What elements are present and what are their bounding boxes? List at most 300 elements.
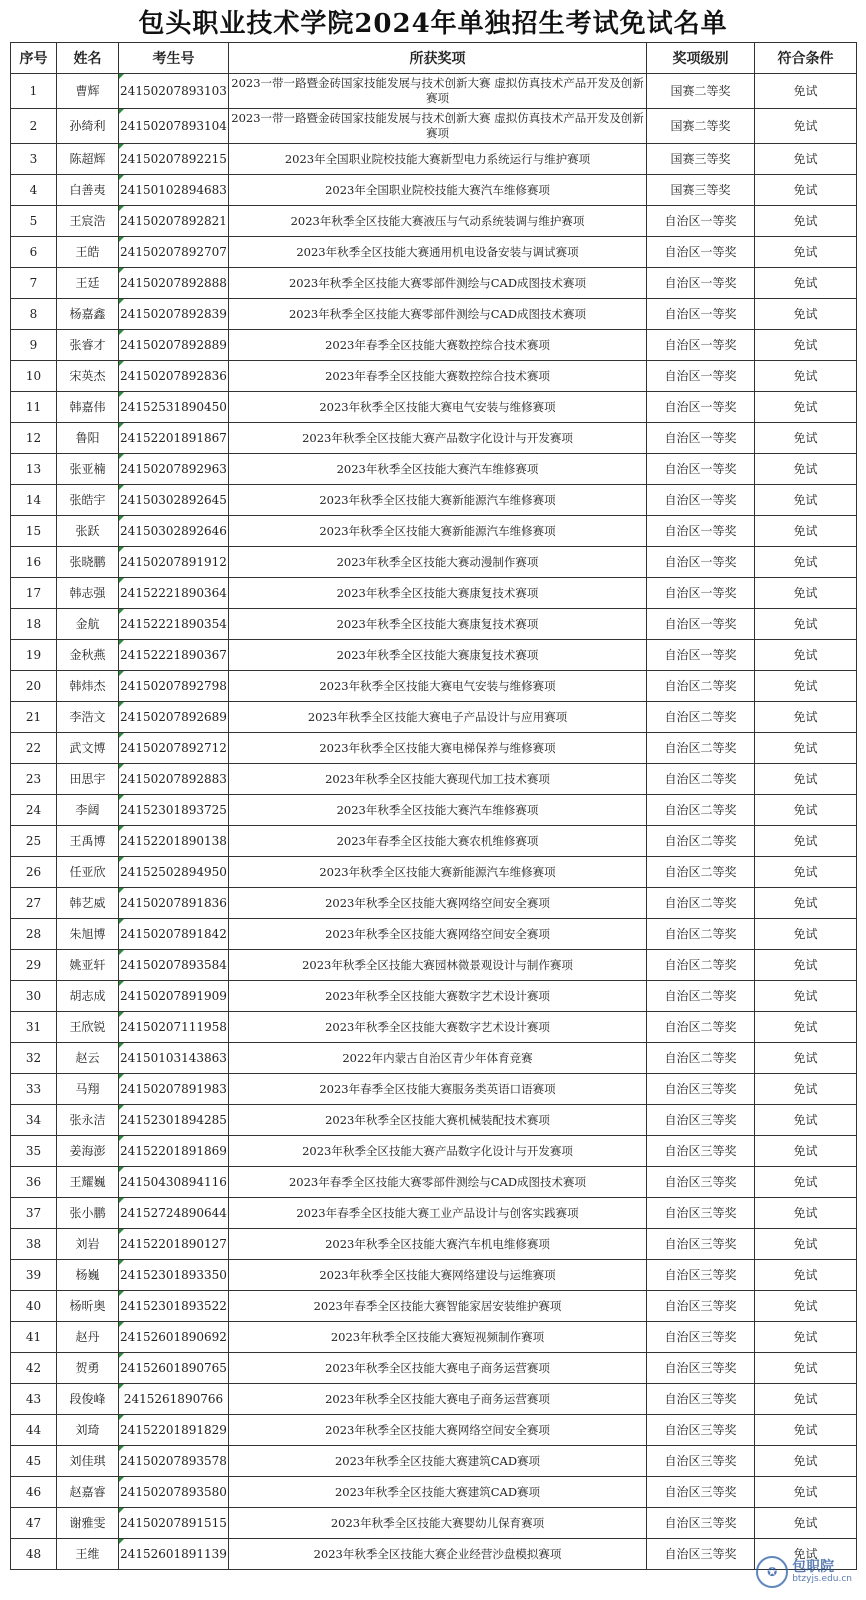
row-award-level: 自治区三等奖 <box>647 1260 755 1291</box>
row-award: 2023年春季全区技能大赛智能家居安装维护赛项 <box>229 1291 647 1322</box>
row-award-level: 自治区二等奖 <box>647 981 755 1012</box>
row-serial: 46 <box>11 1477 57 1508</box>
row-condition: 免试 <box>755 109 857 144</box>
row-name: 谢雅雯 <box>57 1508 119 1539</box>
table-row <box>11 1291 857 1322</box>
row-condition: 免试 <box>755 733 857 764</box>
row-serial: 12 <box>11 423 57 454</box>
row-condition: 免试 <box>755 485 857 516</box>
row-condition: 免试 <box>755 1415 857 1446</box>
row-exam-id: 24152221890367 <box>119 640 229 671</box>
row-name: 王禹博 <box>57 826 119 857</box>
row-award-level: 自治区一等奖 <box>647 640 755 671</box>
row-serial: 40 <box>11 1291 57 1322</box>
row-award-level: 自治区三等奖 <box>647 1446 755 1477</box>
row-name: 鲁阳 <box>57 423 119 454</box>
row-award: 2023年秋季全区技能大赛汽车维修赛项 <box>229 795 647 826</box>
row-award: 2023年秋季全区技能大赛零部件测绘与CAD成图技术赛项 <box>229 299 647 330</box>
row-award-level: 自治区三等奖 <box>647 1322 755 1353</box>
row-award-level: 自治区一等奖 <box>647 237 755 268</box>
row-award: 2023年秋季全区技能大赛现代加工技术赛项 <box>229 764 647 795</box>
row-condition: 免试 <box>755 330 857 361</box>
row-exam-id: 24150207892215 <box>119 144 229 175</box>
row-award-level: 自治区三等奖 <box>647 1167 755 1198</box>
row-condition: 免试 <box>755 919 857 950</box>
row-condition: 免试 <box>755 1136 857 1167</box>
row-award-level: 自治区一等奖 <box>647 609 755 640</box>
row-serial: 30 <box>11 981 57 1012</box>
row-condition: 免试 <box>755 144 857 175</box>
row-exam-id: 24150207893578 <box>119 1446 229 1477</box>
row-exam-id: 24152201891829 <box>119 1415 229 1446</box>
row-serial: 48 <box>11 1539 57 1570</box>
row-serial: 43 <box>11 1384 57 1415</box>
row-award: 2023年春季全区技能大赛数控综合技术赛项 <box>229 361 647 392</box>
row-award: 2023年全国职业院校技能大赛汽车维修赛项 <box>229 175 647 206</box>
table-row <box>11 1322 857 1353</box>
table-row <box>11 609 857 640</box>
row-condition: 免试 <box>755 1105 857 1136</box>
row-serial: 47 <box>11 1508 57 1539</box>
row-exam-id: 24152601890765 <box>119 1353 229 1384</box>
table-row <box>11 1446 857 1477</box>
header-exam-id: 考生号 <box>119 43 229 74</box>
row-name: 赵嘉睿 <box>57 1477 119 1508</box>
row-award: 2023年秋季全区技能大赛网络空间安全赛项 <box>229 1415 647 1446</box>
row-award: 2023年秋季全区技能大赛企业经营沙盘模拟赛项 <box>229 1539 647 1570</box>
row-name: 韩志强 <box>57 578 119 609</box>
row-award: 2023年秋季全区技能大赛电子商务运营赛项 <box>229 1384 647 1415</box>
row-award-level: 自治区一等奖 <box>647 206 755 237</box>
table-row <box>11 144 857 175</box>
row-condition: 免试 <box>755 1291 857 1322</box>
table-row <box>11 888 857 919</box>
row-name: 宋英杰 <box>57 361 119 392</box>
row-condition: 免试 <box>755 826 857 857</box>
row-condition: 免试 <box>755 609 857 640</box>
row-exam-id: 24152201890127 <box>119 1229 229 1260</box>
header-award-level: 奖项级别 <box>647 43 755 74</box>
row-exam-id: 24152601891139 <box>119 1539 229 1570</box>
row-award-level: 自治区一等奖 <box>647 361 755 392</box>
row-award: 2023年秋季全区技能大赛网络建设与运维赛项 <box>229 1260 647 1291</box>
row-serial: 16 <box>11 547 57 578</box>
table-row <box>11 392 857 423</box>
row-serial: 28 <box>11 919 57 950</box>
row-condition: 免试 <box>755 795 857 826</box>
row-serial: 4 <box>11 175 57 206</box>
row-exam-id: 24150207892839 <box>119 299 229 330</box>
header-award: 所获奖项 <box>229 43 647 74</box>
table-row <box>11 733 857 764</box>
row-award-level: 国赛二等奖 <box>647 109 755 144</box>
row-serial: 22 <box>11 733 57 764</box>
row-name: 曹辉 <box>57 74 119 109</box>
row-name: 陈超辉 <box>57 144 119 175</box>
row-condition: 免试 <box>755 1043 857 1074</box>
table-row <box>11 950 857 981</box>
table-row <box>11 857 857 888</box>
table-row <box>11 1074 857 1105</box>
row-award: 2023年秋季全区技能大赛建筑CAD赛项 <box>229 1477 647 1508</box>
row-serial: 3 <box>11 144 57 175</box>
table-row <box>11 826 857 857</box>
row-award-level: 自治区一等奖 <box>647 578 755 609</box>
row-award-level: 自治区一等奖 <box>647 516 755 547</box>
row-award-level: 自治区一等奖 <box>647 330 755 361</box>
table-row <box>11 1477 857 1508</box>
row-name: 姚亚轩 <box>57 950 119 981</box>
watermark-sub: btzyjs.edu.cn <box>792 1574 852 1584</box>
row-serial: 26 <box>11 857 57 888</box>
row-award-level: 自治区一等奖 <box>647 299 755 330</box>
header-condition: 符合条件 <box>755 43 857 74</box>
row-award: 2023年全国职业院校技能大赛新型电力系统运行与维护赛项 <box>229 144 647 175</box>
row-condition: 免试 <box>755 547 857 578</box>
row-serial: 9 <box>11 330 57 361</box>
row-name: 赵云 <box>57 1043 119 1074</box>
row-exam-id: 24150102894683 <box>119 175 229 206</box>
row-exam-id: 24150207892821 <box>119 206 229 237</box>
row-award: 2023一带一路暨金砖国家技能发展与技术创新大赛 虚拟仿真技术产品开发及创新赛项 <box>229 109 647 144</box>
table-row <box>11 1353 857 1384</box>
row-exam-id: 24150207891836 <box>119 888 229 919</box>
row-serial: 36 <box>11 1167 57 1198</box>
row-serial: 14 <box>11 485 57 516</box>
row-condition: 免试 <box>755 578 857 609</box>
row-award-level: 自治区二等奖 <box>647 857 755 888</box>
row-name: 任亚欣 <box>57 857 119 888</box>
row-award-level: 国赛三等奖 <box>647 175 755 206</box>
row-exam-id: 24150207891515 <box>119 1508 229 1539</box>
row-award: 2023年秋季全区技能大赛新能源汽车维修赛项 <box>229 857 647 888</box>
row-serial: 23 <box>11 764 57 795</box>
row-condition: 免试 <box>755 1446 857 1477</box>
table-row <box>11 981 857 1012</box>
row-condition: 免试 <box>755 950 857 981</box>
row-condition: 免试 <box>755 1353 857 1384</box>
row-exam-id: 24150207892836 <box>119 361 229 392</box>
row-award-level: 自治区二等奖 <box>647 795 755 826</box>
row-name: 王廷 <box>57 268 119 299</box>
row-name: 赵丹 <box>57 1322 119 1353</box>
row-serial: 25 <box>11 826 57 857</box>
row-serial: 15 <box>11 516 57 547</box>
table-row <box>11 1384 857 1415</box>
row-award: 2023年秋季全区技能大赛电气安装与维修赛项 <box>229 392 647 423</box>
row-name: 张亚楠 <box>57 454 119 485</box>
row-serial: 35 <box>11 1136 57 1167</box>
row-award-level: 自治区三等奖 <box>647 1539 755 1570</box>
table-row <box>11 795 857 826</box>
row-exam-id: 24150207892798 <box>119 671 229 702</box>
row-exam-id: 24150207893103 <box>119 74 229 109</box>
row-exam-id: 24152531890450 <box>119 392 229 423</box>
row-condition: 免试 <box>755 299 857 330</box>
row-name: 胡志成 <box>57 981 119 1012</box>
row-award: 2023年秋季全区技能大赛网络空间安全赛项 <box>229 888 647 919</box>
row-name: 韩炜杰 <box>57 671 119 702</box>
row-serial: 10 <box>11 361 57 392</box>
row-condition: 免试 <box>755 1508 857 1539</box>
row-serial: 39 <box>11 1260 57 1291</box>
row-award-level: 自治区三等奖 <box>647 1198 755 1229</box>
row-condition: 免试 <box>755 1198 857 1229</box>
row-exam-id: 24152301893350 <box>119 1260 229 1291</box>
table-row <box>11 361 857 392</box>
row-award-level: 自治区三等奖 <box>647 1415 755 1446</box>
row-exam-id: 24150207893584 <box>119 950 229 981</box>
table-row <box>11 578 857 609</box>
table-row <box>11 206 857 237</box>
row-name: 武文博 <box>57 733 119 764</box>
row-exam-id: 2415261890766 <box>119 1384 229 1415</box>
row-serial: 41 <box>11 1322 57 1353</box>
watermark-text: 包职院 <box>792 1559 835 1575</box>
row-serial: 11 <box>11 392 57 423</box>
row-award-level: 自治区三等奖 <box>647 1508 755 1539</box>
row-award: 2023年春季全区技能大赛服务类英语口语赛项 <box>229 1074 647 1105</box>
row-exam-id: 24152201890138 <box>119 826 229 857</box>
row-serial: 5 <box>11 206 57 237</box>
row-award: 2023年秋季全区技能大赛通用机电设备安装与调试赛项 <box>229 237 647 268</box>
row-exam-id: 24150207892888 <box>119 268 229 299</box>
row-serial: 45 <box>11 1446 57 1477</box>
watermark <box>756 1556 852 1588</box>
row-award-level: 自治区二等奖 <box>647 764 755 795</box>
row-award: 2023年秋季全区技能大赛电气安装与维修赛项 <box>229 671 647 702</box>
row-condition: 免试 <box>755 1322 857 1353</box>
table-row <box>11 1012 857 1043</box>
row-serial: 1 <box>11 74 57 109</box>
row-name: 韩艺威 <box>57 888 119 919</box>
row-condition: 免试 <box>755 361 857 392</box>
table-row <box>11 1198 857 1229</box>
row-name: 刘岩 <box>57 1229 119 1260</box>
row-exam-id: 24150103143863 <box>119 1043 229 1074</box>
table-row <box>11 1229 857 1260</box>
row-condition: 免试 <box>755 1539 857 1570</box>
row-condition: 免试 <box>755 516 857 547</box>
row-award-level: 自治区三等奖 <box>647 1353 755 1384</box>
row-exam-id: 24150207891842 <box>119 919 229 950</box>
row-award-level: 自治区三等奖 <box>647 1384 755 1415</box>
row-condition: 免试 <box>755 237 857 268</box>
row-exam-id: 24150207892883 <box>119 764 229 795</box>
row-name: 张晓鹏 <box>57 547 119 578</box>
row-name: 贺勇 <box>57 1353 119 1384</box>
row-exam-id: 24152601890692 <box>119 1322 229 1353</box>
table-row <box>11 1105 857 1136</box>
table-row <box>11 485 857 516</box>
table-row <box>11 1043 857 1074</box>
table-row <box>11 671 857 702</box>
row-exam-id: 24152201891869 <box>119 1136 229 1167</box>
row-condition: 免试 <box>755 454 857 485</box>
row-name: 王宸浩 <box>57 206 119 237</box>
row-serial: 21 <box>11 702 57 733</box>
table-row <box>11 702 857 733</box>
row-award: 2023年秋季全区技能大赛新能源汽车维修赛项 <box>229 516 647 547</box>
row-condition: 免试 <box>755 392 857 423</box>
row-exam-id: 24152301893522 <box>119 1291 229 1322</box>
row-award: 2023年秋季全区技能大赛电梯保养与维修赛项 <box>229 733 647 764</box>
row-name: 刘佳琪 <box>57 1446 119 1477</box>
row-exam-id: 24150207892689 <box>119 702 229 733</box>
row-exam-id: 24150207892963 <box>119 454 229 485</box>
row-award-level: 自治区三等奖 <box>647 1136 755 1167</box>
row-exam-id: 24152221890354 <box>119 609 229 640</box>
row-exam-id: 24150207893104 <box>119 109 229 144</box>
row-award-level: 国赛三等奖 <box>647 144 755 175</box>
row-award: 2023年秋季全区技能大赛康复技术赛项 <box>229 578 647 609</box>
row-award: 2023年秋季全区技能大赛汽车机电维修赛项 <box>229 1229 647 1260</box>
row-award-level: 自治区二等奖 <box>647 1043 755 1074</box>
exemption-list-table <box>10 42 857 1570</box>
row-award: 2023年秋季全区技能大赛电子商务运营赛项 <box>229 1353 647 1384</box>
row-award: 2023年秋季全区技能大赛短视频制作赛项 <box>229 1322 647 1353</box>
table-row <box>11 1260 857 1291</box>
row-name: 白善夷 <box>57 175 119 206</box>
row-award-level: 自治区三等奖 <box>647 1105 755 1136</box>
row-award-level: 自治区三等奖 <box>647 1074 755 1105</box>
row-name: 张永洁 <box>57 1105 119 1136</box>
row-award: 2023年春季全区技能大赛零部件测绘与CAD成图技术赛项 <box>229 1167 647 1198</box>
row-award-level: 自治区三等奖 <box>647 1477 755 1508</box>
row-name: 李浩文 <box>57 702 119 733</box>
row-serial: 37 <box>11 1198 57 1229</box>
row-serial: 31 <box>11 1012 57 1043</box>
row-award: 2023年春季全区技能大赛工业产品设计与创客实践赛项 <box>229 1198 647 1229</box>
row-name: 杨嘉鑫 <box>57 299 119 330</box>
row-award-level: 自治区一等奖 <box>647 268 755 299</box>
row-award-level: 自治区二等奖 <box>647 919 755 950</box>
row-serial: 27 <box>11 888 57 919</box>
row-condition: 免试 <box>755 268 857 299</box>
row-award: 2023年秋季全区技能大赛机械装配技术赛项 <box>229 1105 647 1136</box>
header-serial: 序号 <box>11 43 57 74</box>
row-exam-id: 24150207111958 <box>119 1012 229 1043</box>
row-condition: 免试 <box>755 981 857 1012</box>
row-award-level: 自治区三等奖 <box>647 1229 755 1260</box>
row-name: 马翔 <box>57 1074 119 1105</box>
row-award: 2023年春季全区技能大赛农机维修赛项 <box>229 826 647 857</box>
document-page <box>10 6 856 1570</box>
row-name: 张小鹏 <box>57 1198 119 1229</box>
row-award: 2023年秋季全区技能大赛新能源汽车维修赛项 <box>229 485 647 516</box>
row-condition: 免试 <box>755 888 857 919</box>
row-exam-id: 24150207892889 <box>119 330 229 361</box>
row-award: 2023年秋季全区技能大赛数字艺术设计赛项 <box>229 1012 647 1043</box>
table-header-row <box>11 43 857 74</box>
table-row <box>11 1508 857 1539</box>
row-serial: 8 <box>11 299 57 330</box>
row-serial: 33 <box>11 1074 57 1105</box>
row-exam-id: 24152301894285 <box>119 1105 229 1136</box>
row-exam-id: 24150430894116 <box>119 1167 229 1198</box>
table-row <box>11 640 857 671</box>
row-exam-id: 24150207891909 <box>119 981 229 1012</box>
row-condition: 免试 <box>755 206 857 237</box>
table-row <box>11 423 857 454</box>
row-exam-id: 24150302892645 <box>119 485 229 516</box>
row-award: 2023年秋季全区技能大赛电子产品设计与应用赛项 <box>229 702 647 733</box>
table-row <box>11 764 857 795</box>
row-condition: 免试 <box>755 671 857 702</box>
row-award-level: 自治区二等奖 <box>647 826 755 857</box>
row-serial: 17 <box>11 578 57 609</box>
row-condition: 免试 <box>755 1477 857 1508</box>
table-row <box>11 1136 857 1167</box>
row-award-level: 自治区二等奖 <box>647 671 755 702</box>
table-row <box>11 919 857 950</box>
row-award-level: 自治区一等奖 <box>647 454 755 485</box>
row-serial: 34 <box>11 1105 57 1136</box>
row-name: 韩嘉伟 <box>57 392 119 423</box>
row-name: 刘琦 <box>57 1415 119 1446</box>
row-award: 2023年春季全区技能大赛数控综合技术赛项 <box>229 330 647 361</box>
row-award: 2023年秋季全区技能大赛液压与气动系统装调与维护赛项 <box>229 206 647 237</box>
document-title: 包头职业技术学院2024年单独招生考试免试名单 <box>138 9 728 39</box>
row-name: 张睿才 <box>57 330 119 361</box>
row-award: 2023年秋季全区技能大赛零部件测绘与CAD成图技术赛项 <box>229 268 647 299</box>
row-condition: 免试 <box>755 1012 857 1043</box>
table-row <box>11 237 857 268</box>
row-exam-id: 24150207892712 <box>119 733 229 764</box>
row-condition: 免试 <box>755 1260 857 1291</box>
table-row <box>11 74 857 109</box>
row-exam-id: 24150302892646 <box>119 516 229 547</box>
table-row <box>11 299 857 330</box>
row-condition: 免试 <box>755 74 857 109</box>
row-award: 2023年秋季全区技能大赛产品数字化设计与开发赛项 <box>229 423 647 454</box>
row-award-level: 自治区二等奖 <box>647 888 755 919</box>
row-award-level: 自治区二等奖 <box>647 733 755 764</box>
table-row <box>11 516 857 547</box>
row-award-level: 自治区一等奖 <box>647 547 755 578</box>
row-serial: 6 <box>11 237 57 268</box>
row-exam-id: 24152502894950 <box>119 857 229 888</box>
row-serial: 24 <box>11 795 57 826</box>
row-award: 2023一带一路暨金砖国家技能发展与技术创新大赛 虚拟仿真技术产品开发及创新赛项 <box>229 74 647 109</box>
row-name: 杨巍 <box>57 1260 119 1291</box>
table-row <box>11 454 857 485</box>
row-name: 姜海澎 <box>57 1136 119 1167</box>
row-name: 张跃 <box>57 516 119 547</box>
row-condition: 免试 <box>755 1384 857 1415</box>
row-award-level: 自治区二等奖 <box>647 702 755 733</box>
table-row <box>11 109 857 144</box>
row-exam-id: 24152724890644 <box>119 1198 229 1229</box>
row-award: 2022年内蒙古自治区青少年体育竞赛 <box>229 1043 647 1074</box>
row-exam-id: 24152221890364 <box>119 578 229 609</box>
row-award-level: 自治区二等奖 <box>647 950 755 981</box>
row-condition: 免试 <box>755 640 857 671</box>
row-exam-id: 24150207893580 <box>119 1477 229 1508</box>
row-name: 田思宇 <box>57 764 119 795</box>
row-exam-id: 24150207892707 <box>119 237 229 268</box>
row-condition: 免试 <box>755 702 857 733</box>
row-condition: 免试 <box>755 764 857 795</box>
row-condition: 免试 <box>755 175 857 206</box>
row-award: 2023年秋季全区技能大赛动漫制作赛项 <box>229 547 647 578</box>
table-row <box>11 268 857 299</box>
table-row <box>11 330 857 361</box>
row-award-level: 自治区一等奖 <box>647 423 755 454</box>
row-serial: 20 <box>11 671 57 702</box>
row-award: 2023年秋季全区技能大赛婴幼儿保育赛项 <box>229 1508 647 1539</box>
row-serial: 29 <box>11 950 57 981</box>
